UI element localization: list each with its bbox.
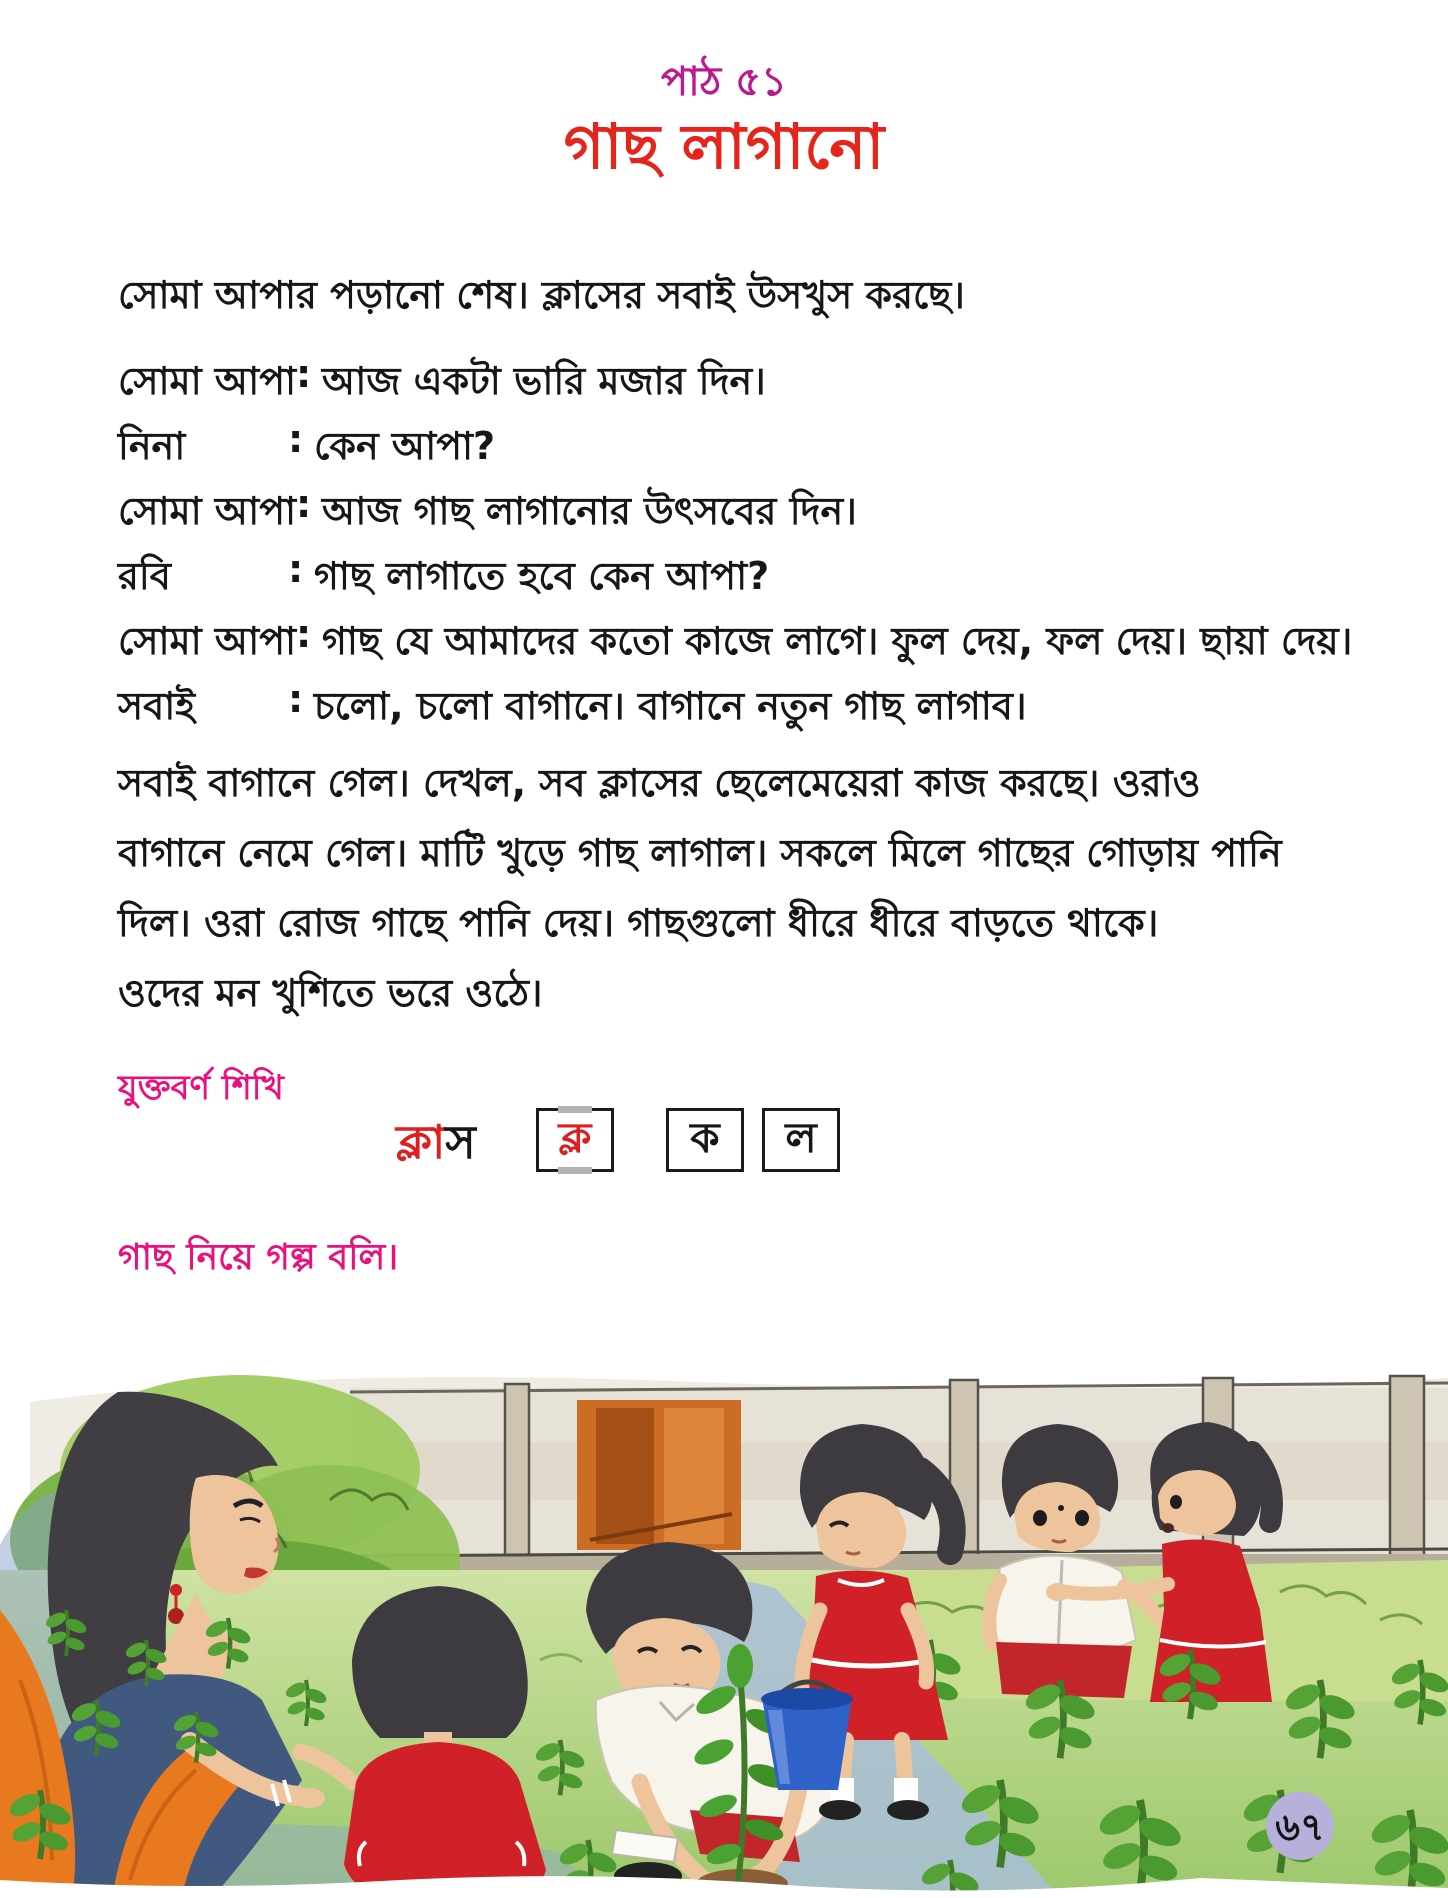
paragraph-line: সবাই বাগানে গেল। দেখল, সব ক্লাসের ছেলেমেয়েরা কাজ করছে। ওরাও [118, 761, 1201, 805]
dialogue-colon: : [296, 352, 312, 396]
paragraph-line: দিল। ওরা রোজ গাছে পানি দেয়। গাছগুলো ধীরে ধীরে বাড়তে থাকে। [118, 901, 1159, 945]
conjunct-box-la: ল [762, 1108, 840, 1172]
speaker-name: সোমা আপা [118, 359, 297, 403]
speaker-name: সবাই [118, 684, 196, 728]
paragraph-line: ওদের মন খুশিতে ভরে ওঠে। [118, 971, 543, 1015]
conjunct-box-ka: ক [666, 1108, 744, 1172]
dialogue-text: আজ একটা ভারি মজার দিন। [322, 359, 766, 403]
dialogue-row [118, 352, 1428, 417]
speaker-name: রবি [118, 554, 171, 598]
dialogue-text: আজ গাছ লাগানোর উৎসবের দিন। [322, 489, 857, 533]
dialogue-colon: : [296, 482, 312, 526]
dialogue-text: চলো, চলো বাগানে। বাগানে নতুন গাছ লাগাব। [314, 684, 1027, 728]
dialogue-colon: : [288, 547, 304, 591]
dialogue-row [118, 612, 1428, 677]
dialogue-block [118, 352, 1428, 742]
dialogue-row [118, 417, 1428, 482]
lesson-number: পাঠ ৫১ [661, 59, 787, 105]
dialogue-colon: : [296, 612, 312, 656]
dialogue-row [118, 677, 1428, 742]
dialogue-text: গাছ লাগাতে হবে কেন আপা? [314, 554, 770, 598]
conjunct-word-red-part: ক্লা [396, 1115, 446, 1169]
dialogue-colon: : [288, 677, 304, 721]
conjunct-word-black-part: স [445, 1115, 476, 1169]
dialogue-row [118, 547, 1428, 612]
intro-line: সোমা আপার পড়ানো শেষ। ক্লাসের সবাই উসখুস করছে। [118, 273, 965, 317]
orange-door [577, 1400, 741, 1550]
speaker-name: সোমা আপা [118, 619, 297, 663]
paragraph-line: বাগানে নেমে গেল। মাটি খুড়ে গাছ লাগাল। সকলে মিলে গাছের গোড়ায় পানি [118, 831, 1282, 875]
garden-scene [0, 1140, 1448, 1898]
illustration [0, 1140, 1448, 1898]
dialogue-row [118, 482, 1428, 547]
page-number-badge [1266, 1792, 1334, 1860]
activity-line: গাছ নিয়ে গল্প বলি। [118, 1237, 399, 1278]
conjunct-box-kla: ক্ল [536, 1108, 614, 1172]
page-number: ৬৭ [1275, 1805, 1325, 1849]
story-paragraph [118, 748, 1282, 1028]
speaker-name: সোমা আপা [118, 489, 297, 533]
dialogue-text: গাছ যে আমাদের কতো কাজে লাগে। ফুল দেয়, ফল দেয়। ছায়া দেয়। [322, 619, 1353, 663]
speaker-name: নিনা [118, 424, 186, 468]
conjunct-section-heading: যুক্তবর্ণ শিখি [118, 1068, 284, 1108]
dialogue-colon: : [288, 417, 304, 461]
dialogue-text: কেন আপা? [314, 424, 496, 468]
page-title: গাছ লাগানো [563, 110, 885, 183]
